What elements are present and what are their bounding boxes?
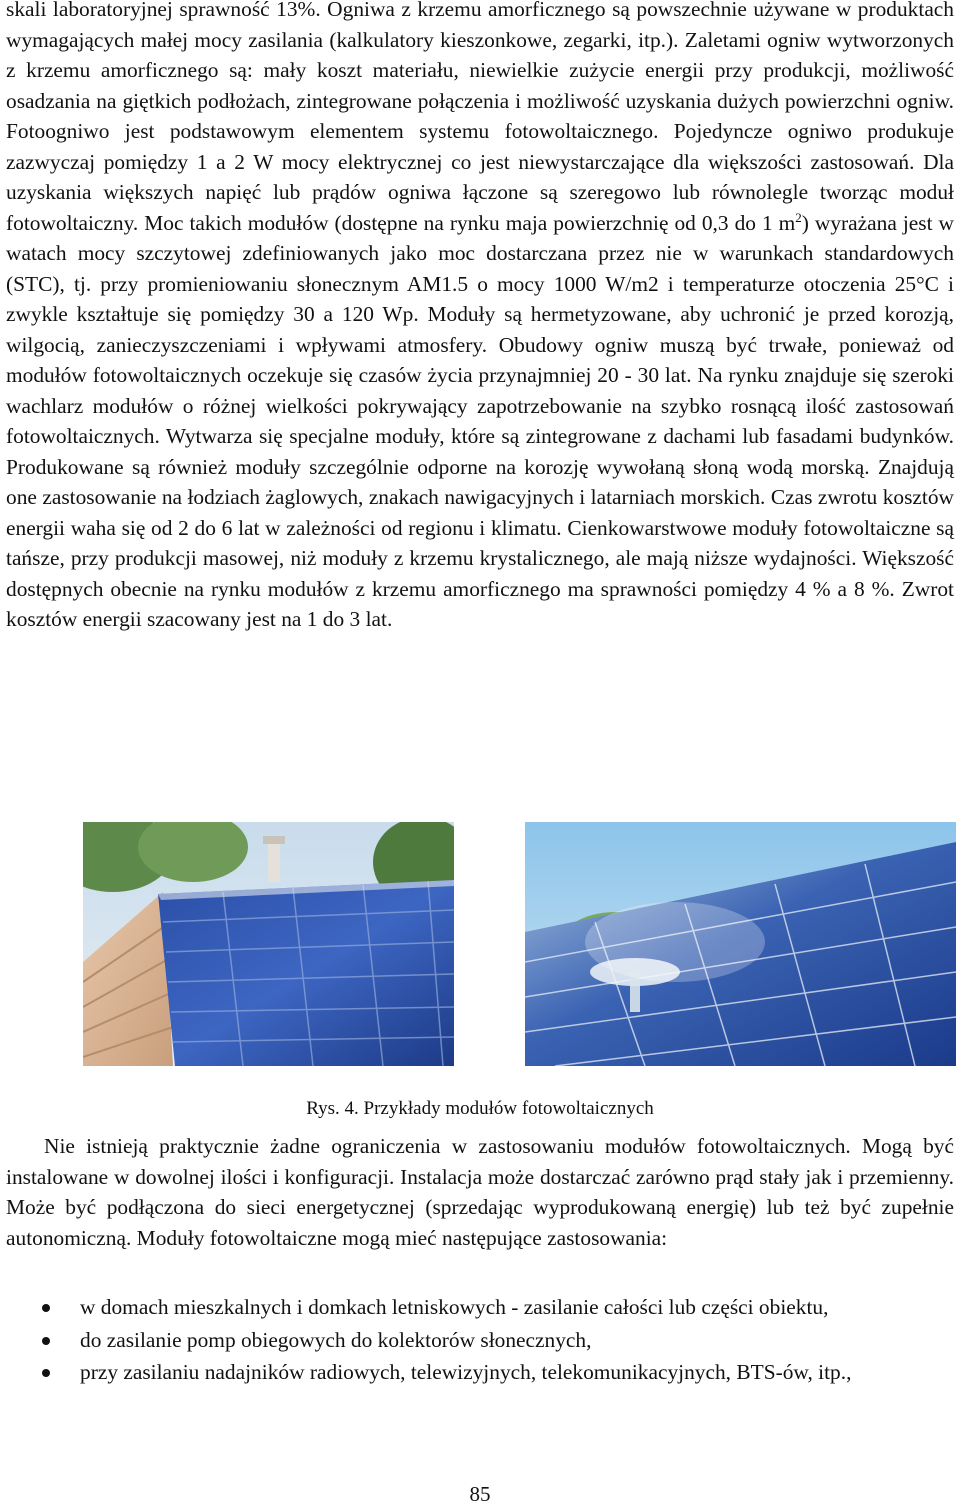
list-item-text: w domach mieszkalnych i domkach letniskowych - zasilanie całości lub części obiektu, — [80, 1295, 829, 1319]
figure-caption: Rys. 4. Przykłady modułów fotowoltaicznych — [306, 1098, 654, 1119]
body-paragraph-1 — [6, 0, 954, 635]
rooftop-solar-photo — [83, 822, 454, 1066]
list-item — [6, 1325, 956, 1356]
list-item-text: do zasilanie pomp obiegowych do kolektorów słonecznych, — [80, 1327, 592, 1352]
body-paragraph-2: Nie istnieją praktycznie żadne ograniczenia w zastosowaniu modułów fotowoltaicznych. Mogą być instalowane w dowolnej ilości i konfiguracji. Instalacja może dostarczać zarówno prąd stały jak i przemienny. Może być podłączona do sieci energetycznej (sprzedając wyprodukowaną energię) lub też być zupełnie autonomiczną. Moduły fotowoltaiczne mogą mieć następujące zastosowania: — [6, 1134, 954, 1250]
bullet-icon — [42, 1304, 50, 1312]
paragraph-1-text-a: skali laboratoryjnej sprawność 13%. Ogniwa z krzemu amorficznego są powszechnie używane w produktach wymagających małej mocy zasilania (kalkulatory kieszonkowe, zegarki, itp.). Zaletami ogniw wytworzonych z krzemu amorficznego są: mały koszt materiału, niewielkie zużycie energii przy produkcji, możliwość osadzania na giętkich podłożach, zintegrowane połączenia i możliwość uzyskania dużych powierzchni ogniw. Fotoogniwo jest podstawowym elementem systemu fotowoltaicznego. Pojedyncze ogniwo produkuje zazwyczaj pomiędzy 1 a 2 W mocy elektrycznej co jest niewystarczające dla większości zastosowań. Dla uzyskania większych napięć lub prądów ogniwa łączone są szeregowo lub równolegle tworząc moduł fotowoltaiczny. Moc takich modułów (dostępne na rynku maja powierzchnię od 0,3 do 1 m — [6, 0, 954, 235]
solar-cells-photo — [525, 822, 956, 1066]
applications-list — [6, 1292, 956, 1390]
bullet-icon — [42, 1369, 50, 1377]
bullet-icon — [42, 1337, 50, 1345]
paragraph-1-text-b: ) wyrażana jest w watach mocy szczytowej zdefiniowanych jako moc dostarczana przez nie w warunkach standardowych (STC), tj. przy promieniowaniu słonecznym AM1.5 o mocy 1000 W/m2 i temperaturze otoczenia 25°C i zwykle kształtuje się pomiędzy 30 a 120 Wp. Moduły są hermetyzowane, aby uchronić je przed korozją, wilgocią, zanieczyszczeniami i wpływami atmosfery. Obudowy ogniw muszą być trwałe, ponieważ od modułów fotowoltaicznych oczekuje się czasów życia przynajmniej 20 - 30 lat. Na rynku znajduje się szeroki wachlarz modułów o różnej wielkości pokrywający zapotrzebowanie na szybko rosnącą ilość zastosowań fotowoltaicznych. Wytwarza się specjalne moduły, które są zintegrowane z dachami lub fasadami budynków. Produkowane są również moduły szczególnie odporne na korozję wywołaną słoną wodą morską. Znajdują one zastosowanie na łodziach żaglowych, znakach nawigacyjnych i latarniach morskich. Czas zwrotu kosztów energii waha się od 2 do 6 lat w zależności od regionu i klimatu. Cienkowarstwowe moduły fotowoltaiczne są tańsze, przy produkcji masowej, niż moduły z krzemu krystalicznego, ale mają niższe wydajności. Większość dostępnych obecnie na rynku modułów z krzemu amorficznego ma sprawności pomiędzy 4 % a 8 %. Zwrot kosztów energii szacowany jest na 1 do 3 lat. — [6, 210, 954, 631]
list-item-text: przy zasilaniu nadajników radiowych, telewizyjnych, telekomunikacyjnych, BTS-ów, itp., — [80, 1360, 852, 1384]
list-item — [6, 1357, 956, 1388]
superscript-2: 2 — [795, 209, 802, 225]
figure-photos — [0, 822, 960, 1070]
page-number: 85 — [469, 1482, 491, 1506]
list-item — [6, 1292, 956, 1323]
